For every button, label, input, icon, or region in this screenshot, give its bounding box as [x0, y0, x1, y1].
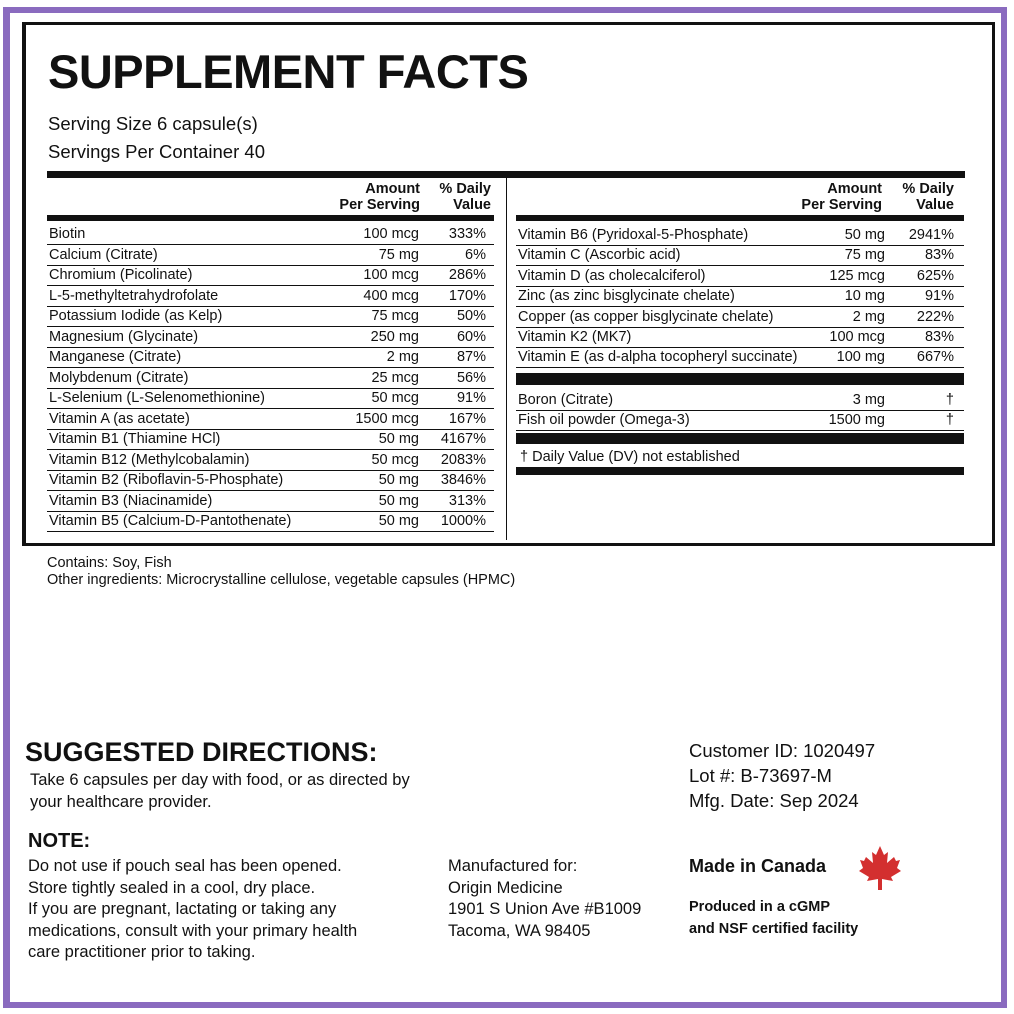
note-line: If you are pregnant, lactating or taking any	[28, 900, 337, 918]
directions-line: your healthcare provider.	[30, 792, 212, 811]
dv-footnote: † Daily Value (DV) not established	[520, 449, 740, 465]
nutrient-amount: 125 mcg	[829, 267, 885, 284]
nutrient-row	[47, 265, 494, 286]
nutrient-amount: 50 mg	[378, 513, 419, 529]
nutrient-amount: 75 mg	[378, 246, 419, 263]
facts-title: SUPPLEMENT FACTS	[48, 45, 529, 98]
nutrient-amount: 50 mg	[378, 431, 419, 447]
amount-header-left	[320, 181, 420, 213]
nutrient-name: Vitamin K2 (MK7)	[518, 329, 632, 345]
nutrient-daily-value: †	[945, 392, 954, 408]
nutrient-name: Zinc (as zinc bisglycinate chelate)	[518, 288, 735, 305]
nutrient-amount: 100 mcg	[363, 267, 419, 283]
dv-header-line2: Value	[916, 197, 954, 213]
amount-header-line1: Amount	[365, 181, 420, 197]
manufacturer-city: Tacoma, WA 98405	[448, 921, 591, 940]
nutrient-daily-value: 83%	[924, 329, 954, 345]
nutrient-daily-value: 286%	[448, 267, 486, 283]
manufacturer-block	[448, 856, 641, 942]
note-line: Do not use if pouch seal has been opened.	[28, 857, 342, 875]
nutrient-amount: 400 mcg	[363, 287, 419, 304]
nutrient-daily-value: 313%	[448, 492, 486, 509]
nutrient-amount: 75 mcg	[371, 308, 419, 324]
nutrient-daily-value: 170%	[448, 287, 486, 304]
nutrient-name: Vitamin B6 (Pyridoxal-5-Phosphate)	[518, 227, 749, 243]
dv-header-line2: Value	[453, 197, 491, 213]
note-line: Store tightly sealed in a cool, dry place.	[28, 878, 316, 897]
nutrient-row	[47, 388, 494, 409]
nutrient-amount: 75 mg	[844, 247, 885, 264]
nutrient-daily-value: 1000%	[440, 513, 486, 529]
nutrient-name: Chromium (Picolinate)	[49, 267, 193, 283]
nutrient-row	[47, 491, 494, 512]
serving-size: Serving Size 6 capsule(s)	[48, 113, 258, 134]
nutrient-amount: 1500 mg	[828, 411, 885, 428]
nutrient-name: Boron (Citrate)	[518, 392, 614, 408]
nutrient-name: Molybdenum (Citrate)	[49, 369, 189, 386]
nutrient-row	[47, 306, 494, 327]
amount-header-line1: Amount	[827, 181, 882, 197]
nutrient-amount: 50 mg	[378, 492, 419, 509]
nutrient-daily-value: 625%	[916, 267, 954, 284]
nutrient-row	[47, 429, 494, 450]
nutrient-amount: 10 mg	[844, 288, 885, 305]
nutrient-name: Vitamin D (as cholecalciferol)	[518, 267, 706, 284]
nutrient-name: Fish oil powder (Omega-3)	[518, 411, 690, 428]
facility-line: Produced in a cGMP	[689, 899, 830, 915]
dv-header-line1: % Daily	[902, 181, 954, 197]
nutrient-name: L-5-methyltetrahydrofolate	[49, 287, 219, 304]
nutrient-row	[47, 409, 494, 430]
nutrient-row	[516, 327, 964, 348]
nutrient-daily-value: 50%	[456, 308, 486, 324]
nutrient-name: Vitamin E (as d-alpha tocopheryl succinate)	[518, 349, 798, 366]
nutrient-daily-value: 60%	[456, 328, 486, 345]
nutrient-name: L-Selenium (L-Selenomethionine)	[49, 390, 266, 406]
customer-id: Customer ID: 1020497	[689, 740, 876, 761]
amount-header-right	[782, 181, 882, 213]
nutrient-row	[47, 347, 494, 368]
nutrient-amount: 100 mcg	[829, 329, 885, 345]
nutrient-daily-value: 91%	[456, 390, 486, 406]
dv-header-line1: % Daily	[439, 181, 491, 197]
nutrient-name: Magnesium (Glycinate)	[49, 328, 199, 345]
amount-header-line2: Per Serving	[339, 197, 420, 213]
nutrient-row	[47, 286, 494, 307]
directions-text	[30, 770, 410, 813]
nutrient-daily-value: 83%	[924, 247, 954, 264]
nutrient-amount: 50 mg	[844, 227, 885, 243]
manufacturer-name: Origin Medicine	[448, 878, 563, 897]
nutrient-name: Vitamin C (Ascorbic acid)	[518, 247, 681, 264]
nutrient-amount: 25 mcg	[371, 369, 419, 386]
nutrient-name: Vitamin B3 (Niacinamide)	[49, 492, 213, 509]
nutrient-row	[516, 266, 964, 287]
nutrient-daily-value: 667%	[916, 349, 954, 366]
right-header-rule	[516, 215, 964, 221]
nutrient-name: Vitamin B12 (Methylcobalamin)	[49, 451, 250, 468]
nutrient-amount: 2 mg	[852, 308, 885, 325]
bottom-thick-rule	[516, 467, 964, 475]
facility-line: and NSF certified facility	[689, 921, 859, 937]
nutrient-daily-value: 2941%	[908, 227, 954, 243]
nutrient-daily-value: 333%	[448, 226, 486, 242]
maple-leaf-icon	[858, 844, 902, 892]
nutrient-name: Vitamin B1 (Thiamine HCl)	[49, 431, 221, 447]
dv-header-left	[425, 181, 491, 213]
nutrient-row	[516, 286, 964, 307]
nutrient-amount: 1500 mcg	[355, 410, 419, 427]
nutrient-row	[47, 511, 494, 532]
nutrient-daily-value: 222%	[916, 308, 954, 325]
nutrient-amount: 100 mcg	[363, 226, 419, 242]
contains-text: Contains: Soy, Fish	[47, 555, 172, 571]
nutrient-daily-value: 87%	[456, 349, 486, 365]
dv-header-right	[888, 181, 954, 213]
made-in-canada: Made in Canada	[689, 856, 827, 876]
nutrient-row	[516, 307, 964, 328]
nutrient-daily-value: 4167%	[440, 431, 486, 447]
left-header-rule	[47, 215, 494, 221]
pre-footnote-rule	[516, 433, 964, 444]
note-heading: NOTE:	[28, 830, 91, 852]
lot-number: Lot #: B-73697-M	[689, 765, 832, 786]
column-divider	[506, 177, 507, 540]
amount-header-line2: Per Serving	[801, 197, 882, 213]
other-ingredients-text: Other ingredients: Microcrystalline cellulose, vegetable capsules (HPMC)	[47, 572, 516, 588]
nutrient-amount: 250 mg	[370, 328, 419, 345]
note-text	[28, 856, 357, 964]
directions-heading: SUGGESTED DIRECTIONS:	[25, 737, 378, 767]
manufacturer-label: Manufactured for:	[448, 857, 578, 875]
note-line: medications, consult with your primary health	[28, 921, 358, 940]
nutrient-name: Vitamin B5 (Calcium-D-Pantothenate)	[49, 513, 292, 529]
nutrient-daily-value: 3846%	[440, 472, 486, 488]
nutrient-amount: 50 mg	[378, 472, 419, 488]
note-line: care practitioner prior to taking.	[28, 943, 256, 961]
nutrient-row	[516, 245, 964, 266]
mfg-date: Mfg. Date: Sep 2024	[689, 790, 859, 811]
nutrient-daily-value: 6%	[465, 246, 486, 263]
directions-line: Take 6 capsules per day with food, or as directed by	[30, 771, 410, 789]
mid-thick-rule	[516, 373, 964, 385]
nutrient-amount: 50 mcg	[371, 390, 419, 406]
nutrient-row	[47, 368, 494, 389]
nutrient-name: Manganese (Citrate)	[49, 349, 182, 365]
nutrient-name: Vitamin B2 (Riboflavin-5-Phosphate)	[49, 472, 284, 488]
nutrient-amount: 100 mg	[836, 349, 885, 366]
nutrient-amount: 3 mg	[852, 392, 885, 408]
nutrient-row	[47, 245, 494, 266]
nutrient-name: Potassium Iodide (as Kelp)	[49, 308, 223, 324]
nutrient-amount: 50 mcg	[371, 451, 419, 468]
nutrient-name: Copper (as copper bisglycinate chelate)	[518, 308, 774, 325]
servings-per-container: Servings Per Container 40	[48, 141, 265, 162]
nutrient-name: Vitamin A (as acetate)	[49, 410, 190, 427]
nutrient-row	[516, 347, 964, 368]
nutrient-daily-value: †	[945, 411, 954, 428]
nutrient-row	[47, 224, 494, 245]
nutrient-row	[516, 225, 964, 246]
nutrient-row	[516, 390, 964, 411]
manufacturer-address: 1901 S Union Ave #B1009	[448, 900, 642, 918]
nutrient-amount: 2 mg	[386, 349, 419, 365]
nutrient-row	[516, 410, 964, 431]
nutrient-row	[47, 450, 494, 471]
nutrient-daily-value: 2083%	[440, 451, 486, 468]
nutrient-daily-value: 91%	[924, 288, 954, 305]
nutrient-name: Calcium (Citrate)	[49, 246, 158, 263]
nutrient-daily-value: 56%	[456, 369, 486, 386]
nutrient-daily-value: 167%	[448, 410, 486, 427]
nutrient-row	[47, 470, 494, 491]
nutrient-row	[47, 327, 494, 348]
nutrient-name: Biotin	[49, 226, 86, 242]
